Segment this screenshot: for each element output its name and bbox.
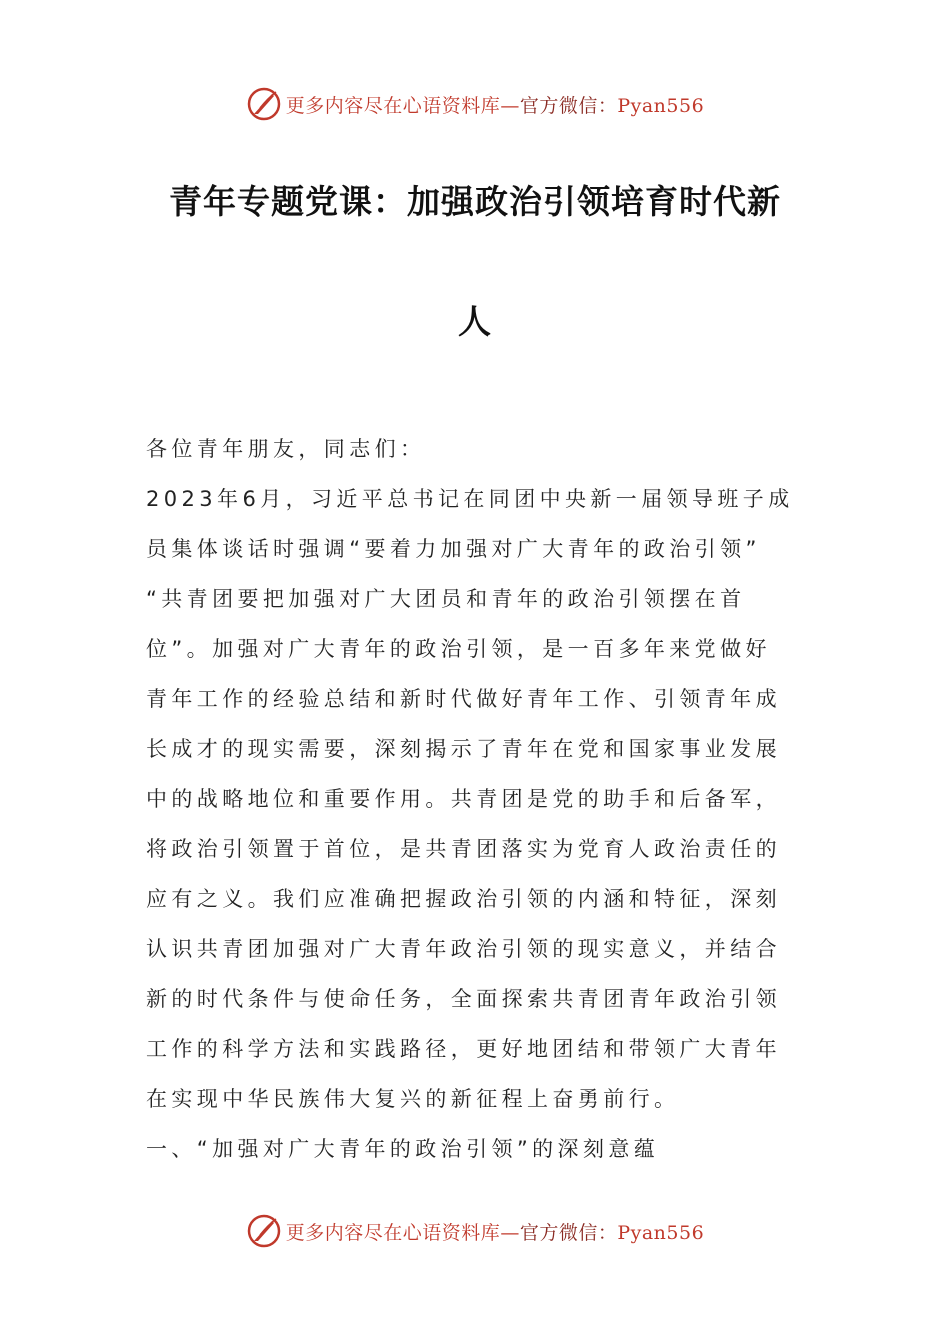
paragraph-line: 在实现中华民族伟大复兴的新征程上奋勇前行。 bbox=[146, 1087, 680, 1111]
banner-wechat-id: Pyan556 bbox=[617, 94, 705, 117]
paragraph-line: 青年工作的经验总结和新时代做好青年工作、引领青年成 bbox=[146, 687, 781, 711]
banner-official-label: 官方微信： bbox=[519, 94, 618, 117]
paragraph-line: 将政治引领置于首位，是共青团落实为党育人政治责任的 bbox=[146, 837, 781, 861]
banner-wechat-id: Pyan556 bbox=[617, 1221, 705, 1244]
banner-prefix: 更多内容尽在心语资料库 bbox=[285, 1221, 501, 1244]
paragraph-line: 新的时代条件与使命任务，全面探索共青团青年政治引领 bbox=[146, 987, 781, 1011]
section-heading: 一、“加强对广大青年的政治引领”的深刻意蕴 bbox=[146, 1137, 660, 1161]
paragraph-line: 应有之义。我们应准确把握政治引领的内涵和特征，深刻 bbox=[146, 887, 781, 911]
header-banner bbox=[0, 84, 950, 124]
banner-separator: — bbox=[500, 94, 520, 117]
banner-prefix: 更多内容尽在心语资料库 bbox=[285, 94, 501, 117]
paragraph-line: 员集体谈话时强调“要着力加强对广大青年的政治引领” bbox=[146, 537, 761, 561]
paragraph-line: 位”。加强对广大青年的政治引领，是一百多年来党做好 bbox=[146, 637, 771, 661]
document-title-line-1: 青年专题党课：加强政治引领培育时代新 bbox=[169, 182, 781, 221]
paragraph-line: 认识共青团加强对广大青年政治引领的现实意义，并结合 bbox=[146, 937, 781, 961]
paragraph-line: 中的战略地位和重要作用。共青团是党的助手和后备军， bbox=[146, 787, 781, 811]
banner-separator: — bbox=[500, 1221, 520, 1244]
paragraph-line: 长成才的现实需要，深刻揭示了青年在党和国家事业发展 bbox=[146, 737, 781, 761]
paragraph-line: 2023年6月，习近平总书记在同团中央新一届领导班子成 bbox=[146, 487, 794, 511]
paragraph-line: 工作的科学方法和实践路径，更好地团结和带领广大青年 bbox=[146, 1037, 781, 1061]
greeting: 各位青年朋友，同志们： bbox=[146, 437, 426, 461]
quill-logo-icon bbox=[246, 1213, 282, 1249]
quill-logo-icon bbox=[246, 86, 282, 122]
banner-text bbox=[286, 1218, 704, 1245]
banner-text bbox=[286, 91, 704, 118]
footer-banner bbox=[0, 1211, 950, 1251]
paragraph-line: “共青团要把加强对广大团员和青年的政治引领摆在首 bbox=[146, 587, 746, 611]
document-title-line-2: 人 bbox=[458, 302, 492, 341]
banner-official-label: 官方微信： bbox=[519, 1221, 618, 1244]
